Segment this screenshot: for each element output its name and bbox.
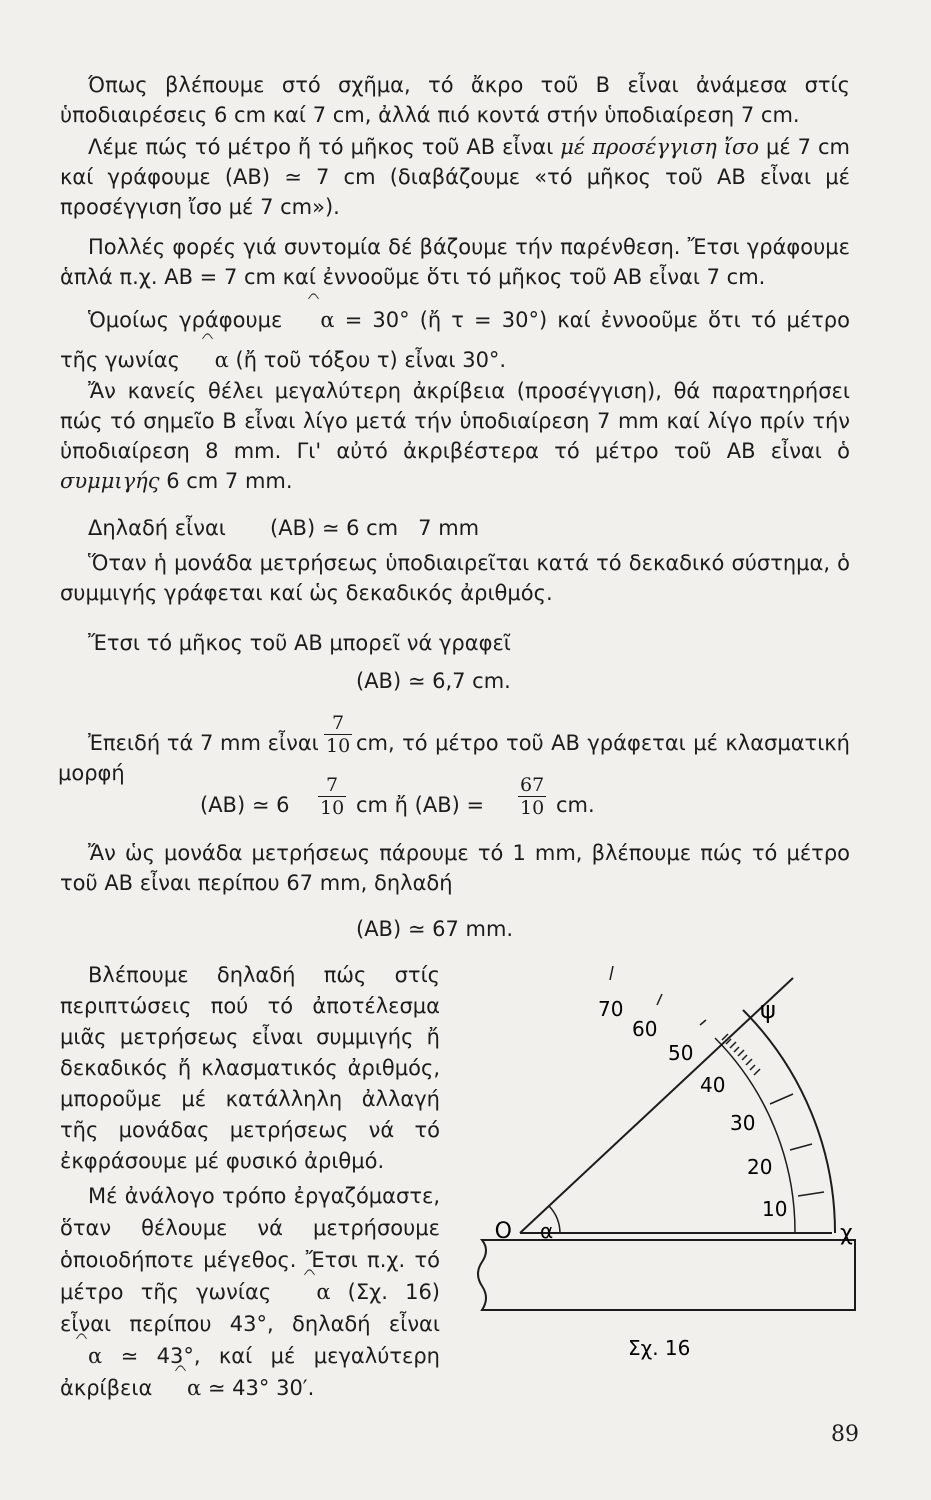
fraction-numerator: 7	[324, 712, 352, 735]
paragraph-2	[60, 132, 850, 222]
paragraph-4	[60, 300, 850, 380]
paragraph-4-text-e: (ἤ τοῦ τόξου τ) εἶναι 30°.	[228, 348, 507, 372]
paragraph-2-text-a: Λέμε πώς τό μέτρο ἤ τό μῆκος τοῦ AB εἶναι	[88, 135, 561, 159]
fraction-7-10-mixed	[318, 774, 346, 819]
figure-protractor	[460, 950, 880, 1370]
paragraph-9-text-a: Ἐπειδή τά 7 mm εἶναι	[88, 731, 319, 755]
paragraph-5-text-a: Ἄν κανείς θέλει μεγαλύτερη ἀκρίβεια (προσέγγιση), θά παρατηρήσει πώς τό σημεῖο B εἶναι λίγο μετά τήν ὑποδιαίρεση 7 mm καί λίγο πρίν τήν ὑποδιαίρεση 8 mm. Γι' αὐτό ἀκριβέστερα τό μέτρο τοῦ AB εἶναι ὁ	[60, 379, 850, 463]
paragraph-11: Ἄν ὡς μονάδα μετρήσεως πάρουμε τό 1 mm, βλέπουμε πώς τό μέτρο τοῦ AB εἶναι περίπου 67 mm, δηλαδή	[60, 841, 850, 895]
scale-label-20: 20	[747, 1155, 773, 1179]
formula-6cm-7mm: (AB) ≃ 6 cm 7 mm	[270, 516, 480, 540]
paragraph-13-text-e: ≃ 43°, καί μέ μεγαλύτερη ἀκρίβεια	[60, 1344, 440, 1400]
angle-alpha-hat: α	[292, 300, 334, 340]
fraction-numerator: 7	[318, 774, 346, 797]
figure-caption: Σχ. 16	[628, 1336, 691, 1360]
paragraph-2-text-c: μέ 7 cm καί γράφουμε (AB) ≃ 7 cm (διαβάζουμε «τό μῆκος τοῦ AB εἶναι μέ προσέγγιση ἴσο μέ 7 cm»).	[60, 135, 850, 219]
paragraph-1: Όπως βλέπουμε στό σχῆμα, τό ἄκρο τοῦ B εἶναι ἀνάμεσα στίς ὑποδιαιρέσεις 6 cm καί 7 cm, ἀλλά πιό κοντά στήν ὑποδιαίρεση 7 cm.	[60, 73, 850, 127]
paragraph-6-label: Δηλαδή εἶναι	[88, 516, 226, 540]
fraction-denominator: 10	[326, 735, 351, 757]
paragraph-8: Ἔτσι τό μῆκος τοῦ AB μπορεῖ νά γραφεῖ	[88, 631, 511, 655]
paragraph-13	[60, 1180, 440, 1404]
formula-67-mm: (AB) ≃ 67 mm.	[356, 917, 514, 941]
fraction-denominator: 10	[520, 797, 545, 819]
formula-mixed-middle: cm ἤ (AB) =	[356, 793, 485, 817]
fraction-denominator: 10	[320, 797, 345, 819]
scale-label-60: 60	[632, 1017, 658, 1041]
scale-label-70: 70	[598, 997, 624, 1021]
scale-label-50: 50	[668, 1041, 694, 1065]
paragraph-7: Ὅταν ἡ μονάδα μετρήσεως ὑποδιαιρεῖται κατά τό δεκαδικό σύστημα, ὁ συμμιγής γράφεται καί ὡς δεκαδικός ἀριθμός.	[60, 551, 850, 605]
label-psi: ψ	[760, 996, 776, 1024]
scale-label-30: 30	[730, 1111, 756, 1135]
angle-alpha-hat: α	[187, 340, 229, 380]
fraction-67-10	[518, 774, 546, 819]
label-alpha: α	[540, 1219, 554, 1243]
formula-mixed-prefix: (AB) ≃ 6	[200, 793, 290, 817]
fraction-numerator: 67	[520, 774, 545, 796]
paragraph-13-text-a: Μέ ἀνάλογο τρόπο ἐργαζόμαστε, ὅταν θέλουμε νά μετρήσουμε ὁποιοδήποτε μέγεθος. Ἔτσι π.χ. τό μέτρο τῆς γωνίας	[60, 1184, 440, 1304]
paragraph-9-text-b: cm, τό μέτρο τοῦ AB γράφεται μέ κλασματική μορφή	[58, 731, 850, 785]
paragraph-13-text-g: ≃ 43° 30′.	[201, 1376, 315, 1400]
page-number: 89	[831, 1422, 859, 1447]
paragraph-13-text-c: (Σχ. 16) εἶναι περίπου 43°, δηλαδή εἶναι	[60, 1280, 440, 1336]
label-x: χ	[840, 1221, 853, 1246]
paragraph-4-text-c: = 30° (ἤ τ = 30°) καί ἐννοοῦμε ὅτι τό μέτρο τῆς γωνίας	[60, 308, 850, 372]
protractor-outer-arc	[743, 1010, 835, 1233]
paragraph-3: Πολλές φορές γιά συντομία δέ βάζουμε τήν παρένθεση. Ἔτσι γράφουμε ἁπλά π.χ. AB = 7 cm καί ἐννοοῦμε ὅτι τό μῆκος τοῦ AB εἶναι 7 cm.	[60, 235, 850, 289]
angle-alpha-hat: α	[159, 1372, 201, 1404]
angle-alpha-hat: α	[60, 1340, 102, 1372]
paragraph-2-emphasis: μέ προσέγγιση ἴσο	[560, 135, 759, 159]
paragraph-5-emphasis: συμμιγής	[60, 469, 160, 493]
label-o: O	[494, 1219, 512, 1244]
formula-6-7-cm: (AB) ≃ 6,7 cm.	[356, 669, 511, 693]
scale-label-40: 40	[700, 1073, 726, 1097]
angle-alpha-hat: α	[288, 1276, 330, 1308]
paragraph-5	[60, 376, 850, 496]
scale-label-10: 10	[762, 1197, 788, 1221]
base-board	[478, 1240, 855, 1310]
formula-mixed-suffix: cm.	[556, 793, 595, 817]
paragraph-4-text-a: Ὁμοίως γράφουμε	[88, 308, 293, 332]
paragraph-12: Βλέπουμε δηλαδή πώς στίς περιπτώσεις πού τό ἀποτέλεσμα μιᾶς μετρήσεως εἶναι συμμιγής ἤ δεκαδικός ἤ κλασματικός ἀριθμός, μπορoῦμε μέ κατάλληλη ἀλλαγή τῆς μονάδας μετρήσεως νά τό ἐκφράσουμε μέ φυσικό ἀριθμό.	[60, 963, 440, 1173]
paragraph-5-text-c: 6 cm 7 mm.	[159, 469, 293, 493]
